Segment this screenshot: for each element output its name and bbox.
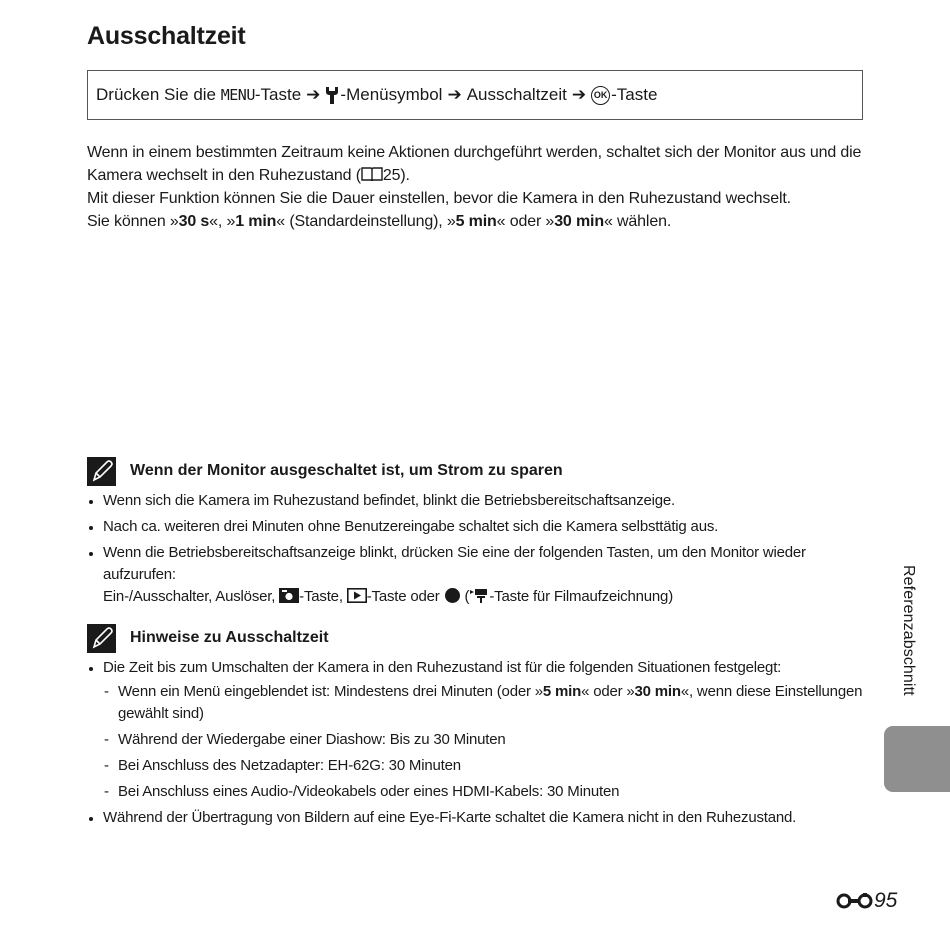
page-number <box>836 888 897 914</box>
note-title: Wenn der Monitor ausgeschaltet ist, um Strom zu sparen <box>130 462 563 479</box>
option-30min: 30 min <box>554 213 604 230</box>
option-30min: 30 min <box>634 683 681 700</box>
list-item: - Während der Wiedergabe einer Diashow: Bis zu 30 Minuten <box>103 729 877 751</box>
arrow-right-icon: ➔ <box>306 85 321 104</box>
bullet-text: Wenn die Betriebsbereitschaftsanzeige blinkt, drücken Sie eine der folgenden Tasten, um den Monitor wieder aufzurufen: <box>103 544 806 583</box>
dash-text: «, wenn diese Einstellungen gewählt sind) <box>118 683 863 722</box>
wrench-icon <box>325 87 339 104</box>
intro-p1-a: Wenn in einem bestimmten Zeitraum keine Aktionen durchgeführt werden, schaltet sich der Monitor aus und die Kamera wechselt in den Ruhezustand ( <box>87 144 862 184</box>
path-press-text: Drücken Sie die <box>96 85 217 104</box>
arrow-right-icon: ➔ <box>571 85 587 104</box>
list-item: Nach ca. weiteren drei Minuten ohne Benutzereingabe schaltet sich die Kamera selbsttätig aus. <box>87 516 877 538</box>
list-item: Während der Übertragung von Bildern auf eine Eye-Fi-Karte schaltet die Kamera nicht in den Ruhezustand. <box>87 807 877 829</box>
path-taste-text: -Taste <box>254 85 302 104</box>
dash-text: Wenn ein Menü eingeblendet ist: Mindestens drei Minuten (oder » <box>118 683 543 700</box>
intro-paragraph-1 <box>87 141 877 187</box>
bullet-text: -Taste oder <box>366 588 444 605</box>
reference-section-icon <box>836 893 874 909</box>
intro-p3-e: « wählen. <box>603 213 672 230</box>
list-item <box>87 657 877 803</box>
intro-p3-c: « (Standardeinstellung), » <box>276 213 456 230</box>
list-item: - Bei Anschluss eines Audio-/Videokabels oder eines HDMI-Kabels: 30 Minuten <box>103 781 877 803</box>
section-side-tab <box>884 726 950 792</box>
ok-button-icon: OK <box>591 86 610 105</box>
dash-list <box>103 681 877 803</box>
intro-paragraph-2: Mit dieser Funktion können Sie die Dauer einstellen, bevor die Kamera in den Ruhezustand wechselt. <box>87 190 791 207</box>
option-5min: 5 min <box>455 213 497 230</box>
bullet-text: Die Zeit bis zum Umschalten der Kamera in den Ruhezustand ist für die folgenden Situationen festgelegt: <box>103 659 782 676</box>
note-bullet-list <box>87 657 877 829</box>
note-bullet-list <box>87 490 877 608</box>
option-30s: 30 s <box>178 213 210 230</box>
intro-p3-b: «, » <box>209 213 236 230</box>
list-item <box>87 542 877 608</box>
option-5min: 5 min <box>542 683 582 700</box>
list-item <box>103 681 877 725</box>
intro-paragraph-3 <box>87 210 877 233</box>
bullet-text: -Taste für Filmaufzeichnung) <box>489 588 673 605</box>
note-hints <box>87 623 877 833</box>
list-item: - Bei Anschluss des Netzadapter: EH-62G: 30 Minuten <box>103 755 877 777</box>
bullet-text: -Taste, <box>299 588 347 605</box>
movie-camera-icon <box>469 588 489 603</box>
dash-text: « oder » <box>581 683 635 700</box>
intro-text <box>87 141 877 233</box>
menu-word: MENU <box>220 86 255 104</box>
page-number-text: 95 <box>874 889 898 912</box>
list-item: Wenn sich die Kamera im Ruhezustand befindet, blinkt die Betriebsbereitschaftsanzeige. <box>87 490 877 512</box>
playback-icon <box>347 588 367 603</box>
path-taste-end-text: -Taste <box>611 85 658 104</box>
pencil-note-icon <box>87 457 116 486</box>
page-title: Ausschaltzeit <box>87 22 246 50</box>
book-reference-icon <box>361 167 383 181</box>
section-side-label: Referenzabschnitt <box>900 565 917 696</box>
intro-p3-d: « oder » <box>496 213 555 230</box>
intro-p3-a: Sie können » <box>87 213 179 230</box>
intro-p1-b: ). <box>400 167 410 184</box>
note-header <box>87 623 877 653</box>
intro-page-ref: 25 <box>382 167 401 184</box>
option-1min: 1 min <box>235 213 277 230</box>
menu-path-box <box>87 70 863 120</box>
note-power-saving <box>87 456 877 612</box>
path-item-text: Ausschaltzeit <box>466 85 567 104</box>
camera-icon <box>279 588 299 603</box>
note-header <box>87 456 877 486</box>
path-menusymbol-text: -Menüsymbol <box>340 85 443 104</box>
pencil-note-icon <box>87 624 116 653</box>
bullet-text: Ein-/Ausschalter, Auslöser, <box>103 588 280 605</box>
arrow-right-icon: ➔ <box>447 85 462 104</box>
bullet-text: ( <box>460 588 470 605</box>
note-title: Hinweise zu Ausschaltzeit <box>130 629 329 646</box>
record-dot-icon <box>445 588 460 603</box>
